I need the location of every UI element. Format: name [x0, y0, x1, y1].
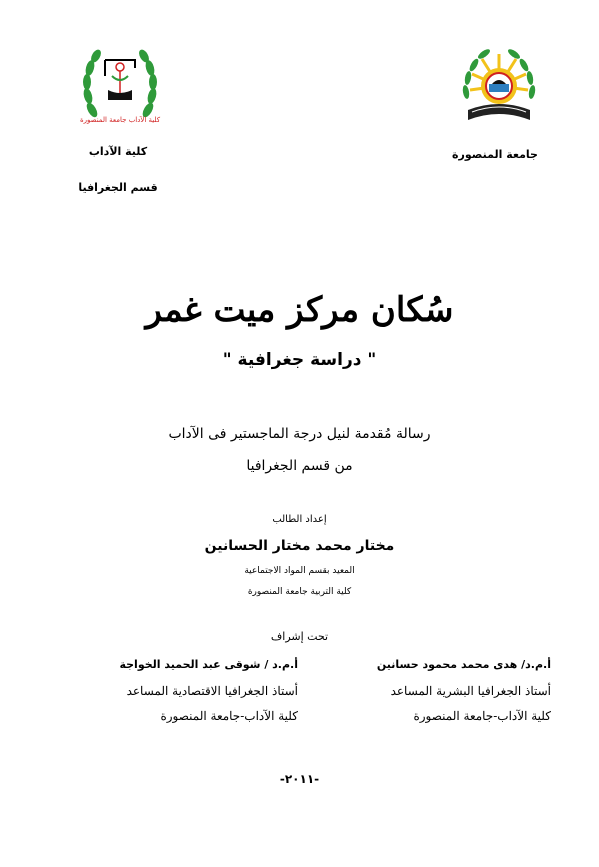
supervisor-1-title: أستاذ الجغرافيا البشرية المساعد — [390, 684, 551, 698]
mansoura-university-logo — [456, 40, 542, 140]
supervisor-2-title: أستاذ الجغرافيا الاقتصادية المساعد — [126, 684, 298, 698]
prepared-by-label: إعداد الطالب — [272, 514, 327, 525]
department-label: قسم الجغرافيا — [78, 181, 158, 194]
document-title: سُكان مركز ميت غمر — [145, 290, 454, 330]
faculty-label: كلية الآداب — [88, 145, 148, 158]
supervisor-2 — [58, 658, 298, 734]
thesis-statement-line2: من قسم الجغرافيا — [246, 458, 353, 474]
supervisor-1-name: أ.م.د/ هدى محمد محمود حسانين — [376, 658, 551, 671]
supervisor-1 — [331, 658, 551, 734]
supervisor-2-affiliation: كلية الآداب-جامعة المنصورة — [160, 709, 298, 723]
supervisor-2-name: أ.م.د / شوقى عبد الحميد الخواجة — [119, 658, 298, 671]
student-affiliation: كلية التربية جامعة المنصورة — [247, 587, 352, 597]
faculty-of-arts-logo — [78, 40, 162, 135]
document-subtitle: " دراسة جغرافية " — [222, 350, 377, 370]
faculty-logo-text: كلية الآداب جامعة المنصورة — [79, 116, 161, 124]
university-label: جامعة المنصورة — [452, 148, 538, 161]
student-role: المعيد بقسم المواد الاجتماعية — [244, 566, 355, 576]
supervision-label: تحت إشراف — [270, 630, 329, 643]
student-name: مختار محمد مختار الحسانين — [204, 538, 395, 554]
supervisor-1-affiliation: كلية الآداب-جامعة المنصورة — [413, 709, 551, 723]
year-label: -٢٠١١- — [279, 772, 320, 786]
thesis-statement-line1: رسالة مُقدمة لنيل درجة الماجستير فى الآداب — [168, 426, 431, 442]
